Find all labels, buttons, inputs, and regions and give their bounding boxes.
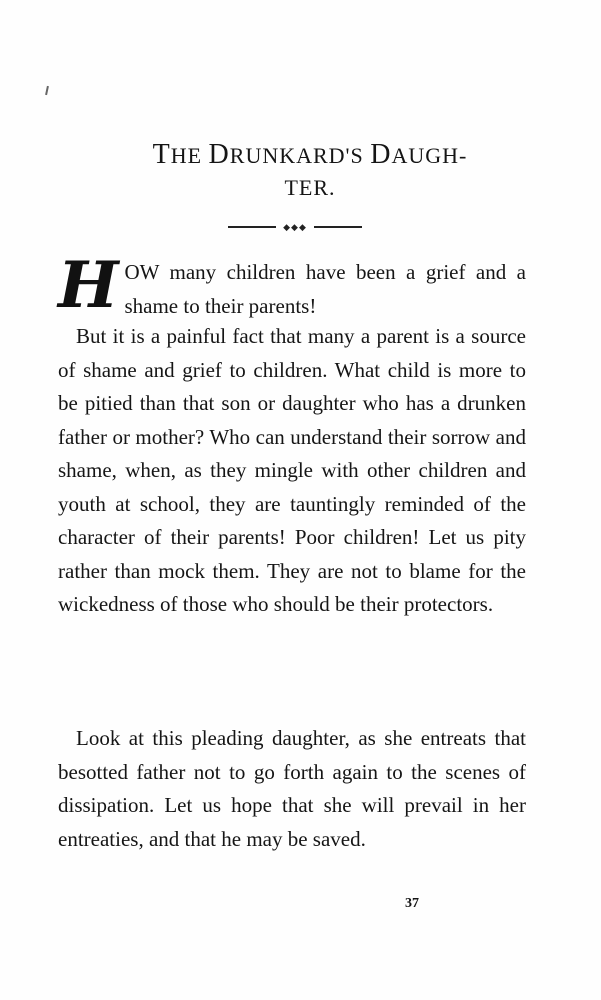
title-cap-3: D [370,139,392,170]
title-cap-1: T [152,139,171,170]
title-cap-2: D [208,139,230,170]
ornament-rule-right [314,226,362,228]
ornament-diamonds: ◆◆◆ [283,222,307,232]
title-part-3: AUGH- [391,143,468,168]
ornament-rule-left [228,226,276,228]
margin-mark [45,86,49,95]
paragraph-3: Look at this pleading daughter, as she entreats that besotted father not to go forth again to the scenes of dissipation. Let us hope that she will prevail in her entreaties, and that he may be saved. [58,726,526,851]
paragraph-2: But it is a painful fact that many a parent is a source of shame and grief to children. What child is more to be pitied than that son or daughter who has a drunken father or mother? Who can understand their sorrow and shame, when, as they mingle with other children and youth at school, they are tauntingly reminded of the character of their parents! Poor children! Let us pity rather than mock them. They are not to blame for the wickedness of those who should be their protectors. [58,324,526,616]
title-part-2: RUNKARD'S [229,143,371,168]
title-line-2: TER. [284,175,336,200]
drop-cap: H [58,248,119,323]
paragraph-1 [58,248,526,323]
page-number: 37 [405,896,419,911]
title-part-1: HE [170,143,209,168]
chapter-title [40,139,580,203]
title-ornament [228,220,362,234]
paragraph-1-text: OW many children have been a grief and a shame to their parents! [124,260,526,318]
